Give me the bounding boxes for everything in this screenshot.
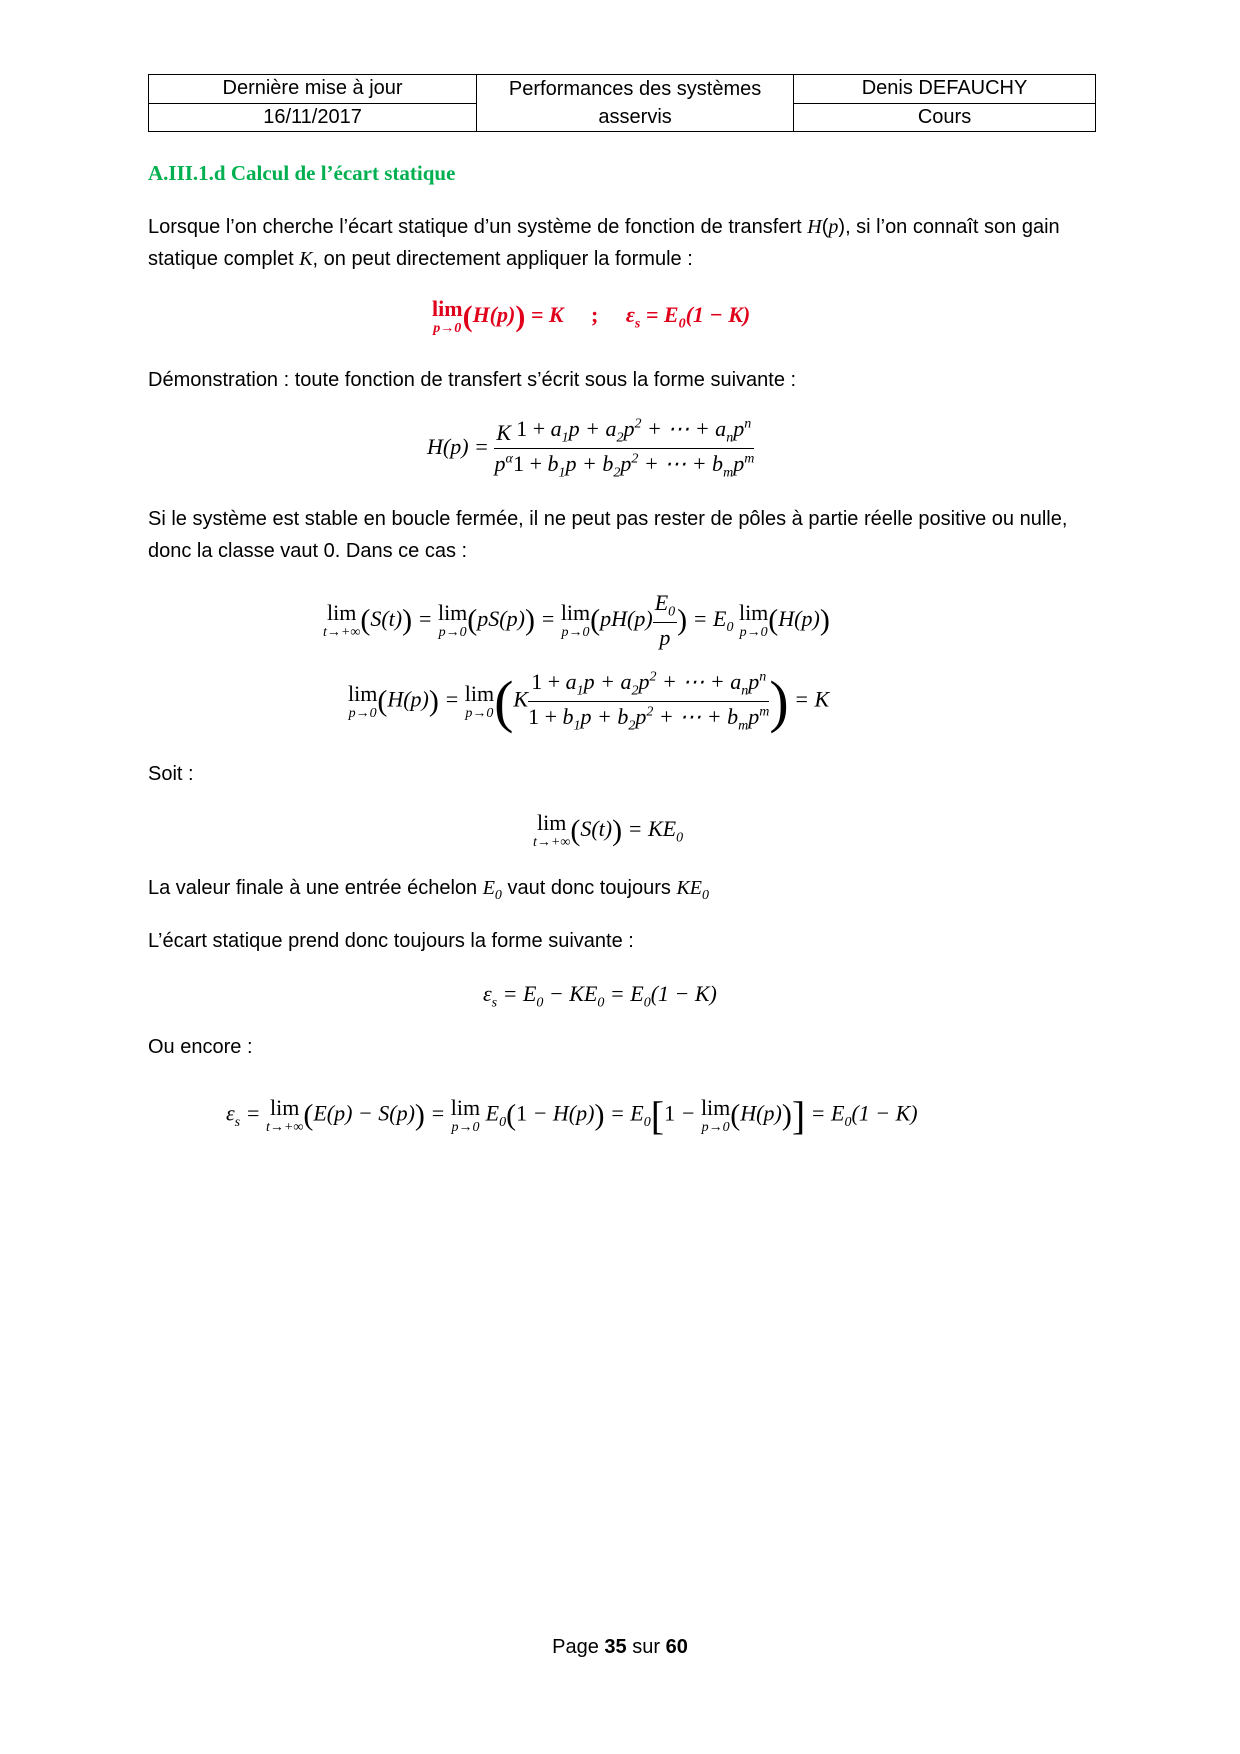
page-footer <box>0 1636 1240 1659</box>
ecart-paragraph: L’écart statique prend donc toujours la forme suivante : <box>148 930 634 952</box>
stable-paragraph: Si le système est stable en boucle fermée, il ne peut pas rester de pôles à partie réelle positive ou nulle, donc la classe vaut 0. Dans ce cas : <box>148 508 1068 562</box>
footer-prefix: Page <box>552 1636 599 1658</box>
footer-total-pages: 60 <box>665 1636 688 1658</box>
final-value-paragraph: La valeur finale à une entrée échelon $E_0$ vaut donc toujours $KE_0$ <box>148 877 710 903</box>
equation-transfer-function: H(p) = $\frac{K}{p^\alpha}$ $\frac{1 + a_1p + a_2p^2 + \cdots + a_np^n}{1 + b_1p + b_2p^2 + \cdots + b_mp^m}$ <box>427 416 755 481</box>
intro-text-1: Lorsque l’on cherche l’écart statique d’un système de fonction de transfert <box>148 216 808 238</box>
equation-static-error-full: $\varepsilon_s$ = lim t→+∞ (E(p) − S(p)) = lim p→0 $E_0(1 - H(p)) = E_0[1$ − lim p→0 $(H(p))] = E_0(1 - K)$ <box>226 1093 918 1138</box>
equation-final-value: lim t→+∞ $(S(t)) = KE_0$ <box>533 810 684 850</box>
equation-limit-transfer: lim p→0 (H(p)) = lim p→0 (K $\frac{1 + a_1p + a_2p^2 + \cdots + a_np^n}{1 + b_1p + b_2p^2 + \cdots + b_mp^m}$ ) = K <box>348 668 830 734</box>
header-author: Denis DEFAUCHY <box>794 75 1096 104</box>
key-formula: lim p→0 (H(p)) = K ; $\varepsilon_s = E_0(1 - K)$ <box>432 296 751 336</box>
section-title: A.III.1.d Calcul de l’écart statique <box>148 161 456 185</box>
header-doc-type: Cours <box>794 103 1096 132</box>
math-frac: $\frac{1 + a_1p + a_2p^2 + \cdots + a_np^n}{1 + b_1p + b_2p^2 + \cdots + b_mp^m}$ <box>513 416 755 481</box>
footer-page-number: 35 <box>604 1636 627 1658</box>
equation-static-error: $\varepsilon_s = E_0 - KE_0 = E_0(1 - K)$ <box>483 981 717 1011</box>
final-text-2: vaut donc toujours <box>501 877 677 899</box>
math-inline: K <box>299 248 313 270</box>
header-course-title-line2: asservis <box>598 106 672 128</box>
intro-text-3: , on peut directement appliquer la formule : <box>312 248 693 270</box>
math-inline: p <box>828 216 839 238</box>
soit-paragraph: Soit : <box>148 763 194 785</box>
math-inline: H <box>807 216 822 238</box>
footer-middle: sur <box>632 1636 661 1658</box>
header-course-title-line1: Performances des systèmes <box>508 78 762 100</box>
encore-paragraph: Ou encore : <box>148 1036 253 1058</box>
header-table <box>148 74 1096 132</box>
demo-paragraph: Démonstration : toute fonction de transfert s’écrit sous la forme suivante : <box>148 369 797 391</box>
intro-text-2: , si l’on connaît son gain statique complet <box>148 216 1060 270</box>
equation-limit-output: lim t→+∞ (S(t)) = lim p→0 (pS(p)) = lim p→0 (pH(p) $\frac{E_0}{p}$ ) = $E_0$ lim p→0 (H(p)) <box>323 590 830 651</box>
math-frac: $\frac{K}{p^\alpha}$ <box>494 420 513 477</box>
final-text-1: La valeur finale à une entrée échelon <box>148 877 483 899</box>
header-course-title <box>477 75 794 132</box>
header-date: 16/11/2017 <box>149 103 477 132</box>
header-last-update-label: Dernière mise à jour <box>149 75 477 104</box>
intro-paragraph: Lorsque l’on cherche l’écart statique d’un système de fonction de transfert H(p), si l’on connaît son gain statique complet K, on peut directement appliquer la formule : <box>148 216 1060 270</box>
math-lim: lim p→0 <box>432 296 463 336</box>
